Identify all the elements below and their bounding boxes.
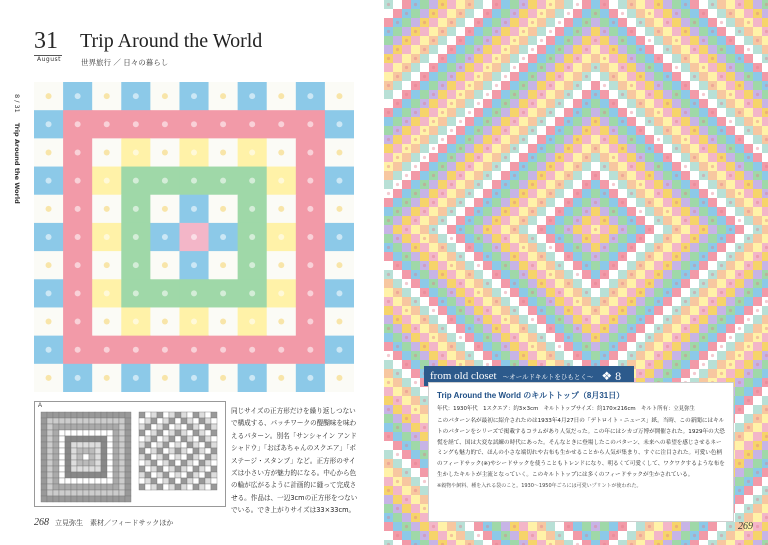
- tag-title: from old closet: [430, 370, 497, 382]
- tag-subtitle: ～オールドキルトをひもとく～: [502, 372, 594, 381]
- quilt-photo: [34, 82, 354, 392]
- right-page-number: 269: [738, 521, 753, 532]
- side-date: 8 / 31: [13, 94, 21, 113]
- page-subtitle: 世界旅行 ／ 日々の暮らし: [81, 58, 169, 67]
- side-running-head: [13, 94, 21, 204]
- card-title: Trip Around the World のキルトトップ（8月31日）: [437, 391, 625, 400]
- body-text: 同じサイズの正方形だけを繰り返しつないで構成する、パッチワークの醍醐味を味わえるパターン。別名「サンシャイン アンド シャドウ」「おばあちゃんのスクエア」「ポステージ・スタンプ」など。正方形のサイズは小さい方が魅力的になる。中心から色の輪が広がるように計画的に縫って完成させる。作品は、一辺3cmの正方形をつないでいる。でき上がりサイズは33×33cm。: [231, 407, 358, 515]
- pattern-diagram: [34, 401, 226, 507]
- left-folio: [34, 517, 173, 528]
- month-label: August: [37, 56, 61, 63]
- page-title: Trip Around the World: [80, 30, 263, 52]
- tag-number: ❖ 8: [601, 368, 622, 383]
- day-number: 31: [34, 28, 58, 54]
- side-title: Trip Around the World: [13, 122, 21, 204]
- left-credit: 立見弥生 素材／フィードサックほか: [55, 519, 174, 527]
- card-meta: 年代：1930年代 1スクエア：約3×3cm キルトトップサイズ：約170×216cm キルト所有：立見弥生: [437, 406, 695, 412]
- card-body: このパターン名が最初に紹介されたのは1933年4月27日の「デトロイト・ニュース」紙。当時、この新聞にはキルトのパターンをシリーズで掲載するコラムがあり人気だった。この年にはシカゴ万博が開催された。1929年の大恐慌を経て、国は大変な試練の時代にあった。そんなときに登場したこのパターン、未来への希望を感じさせるネーミングも魅力的で、ほんの小さな端切れや古布も生かせることから人気が集まり、すぐに注目された。可愛い色柄のフィードサック(※)やシードサックを使うこともトレンドになり、明るくて可愛くして、ワクワクするような布を生かしたキルトが主流となっていく。このキルトトップには多くのフィードサックが生かされている。: [437, 418, 725, 478]
- info-card: [428, 382, 734, 522]
- diagram-label: A: [38, 403, 43, 409]
- card-note: ※穀物や飼料、種を入れる袋のこと。1930～1950年ごろには可愛いプリントが使われた。: [437, 482, 642, 489]
- left-page-number: 268: [34, 517, 49, 528]
- pattern-grid: [35, 402, 225, 506]
